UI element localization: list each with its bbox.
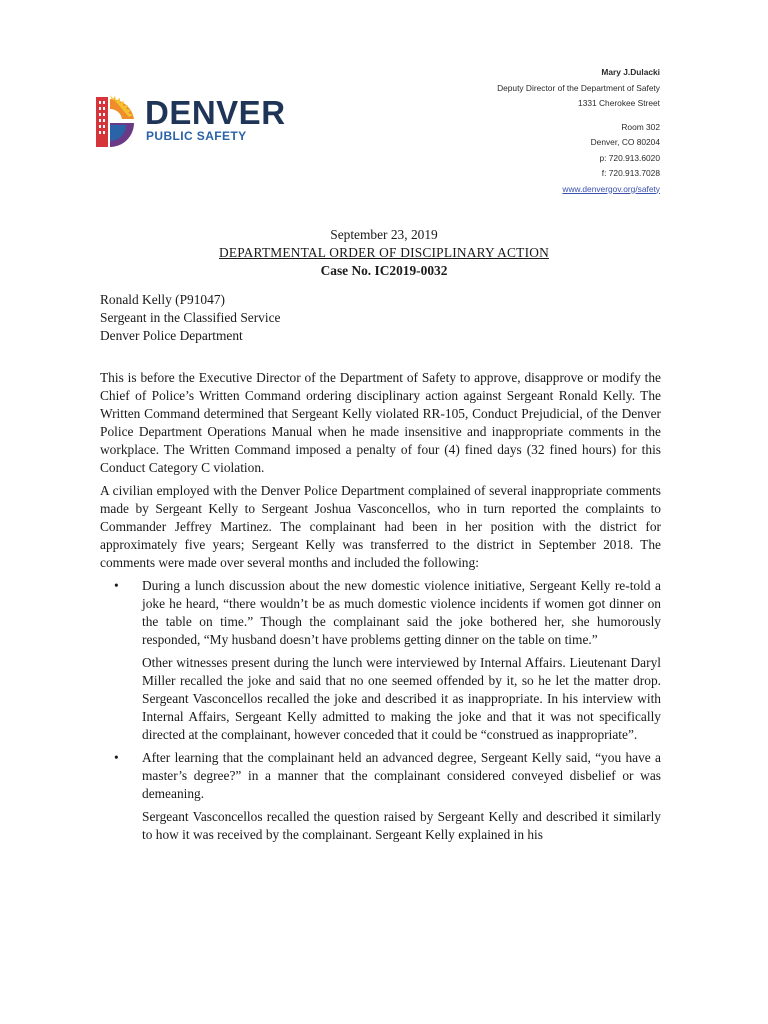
- bullet-followup: Sergeant Vasconcellos recalled the question raised by Sergeant Kelly and described it similarly to how it was received by the complainant. Sergeant Kelly explained in his: [142, 809, 661, 842]
- contact-name: Mary J.Dulacki: [601, 67, 660, 77]
- body-paragraph: This is before the Executive Director of the Department of Safety to approve, disapprove or modify the Chief of Police’s Written Command ordering disciplinary action against Sergeant Ronald Kelly. The Written Command determined that Sergeant Kelly violated RR-105, Conduct Prejudicial, of the Denver Police Department Operations Manual when he made insensitive and inappropriate comments in the workplace. The Written Command imposed a penalty of four (4) fined days (32 fined hours) for this Conduct Category C violation.: [100, 370, 661, 475]
- logo-name: DENVER: [145, 94, 286, 131]
- list-item: [100, 749, 661, 844]
- body-paragraph: A civilian employed with the Denver Police Department complained of several inappropriate comments made by Sergeant Kelly to Sergeant Joshua Vasconcellos, who in turn reported the complaints to Commander Jeffrey Martinez. The complainant had been in her position with the district for approximately five years; Sergeant Kelly was transferred to the district in September 2018. The comments were made over several months and included the following:: [100, 483, 661, 570]
- list-item: [100, 577, 661, 744]
- bullet-icon: •: [114, 750, 119, 765]
- addressee-rank: Sergeant in the Classified Service: [100, 310, 281, 325]
- logo-subtitle: PUBLIC SAFETY: [146, 129, 247, 143]
- contact-title: Deputy Director of the Department of Safety: [497, 82, 660, 93]
- bullet-followup: Other witnesses present during the lunch were interviewed by Internal Affairs. Lieutenant Daryl Miller recalled the joke and said that no one seemed offended by it, so he let the matter drop. Sergeant Vasconcellos recalled the joke and described it as inappropriate. In his interview with Internal Affairs, Sergeant Kelly admitted to making the joke and that it was not specifically directed at the complainant, however conceded that it could be “construed as inappropriate”.: [142, 655, 661, 742]
- bullet-icon: •: [114, 578, 119, 593]
- denver-public-safety-logo: [96, 95, 296, 151]
- document-header: [0, 226, 768, 280]
- document-title: DEPARTMENTAL ORDER OF DISCIPLINARY ACTION: [219, 245, 549, 260]
- denver-logo-mark-icon: [96, 95, 142, 149]
- contact-fax: f: 720.913.7028: [601, 168, 660, 178]
- contact-website-link[interactable]: www.denvergov.org/safety: [562, 183, 660, 194]
- document-body: [100, 369, 661, 849]
- case-number: Case No. IC2019-0032: [320, 263, 448, 278]
- addressee-name: Ronald Kelly (P91047): [100, 292, 225, 307]
- bullet-text: After learning that the complainant held an advanced degree, Sergeant Kelly said, “you have a master’s degree?” in a manner that the complainant considered conveyed disbelief or was demeaning.: [142, 750, 661, 801]
- addressee-department: Denver Police Department: [100, 328, 243, 343]
- contact-gap: [400, 112, 660, 120]
- contact-city: Denver, CO 80204: [590, 137, 660, 147]
- bullet-list: [100, 577, 661, 844]
- contact-phone: p: 720.913.6020: [599, 152, 660, 163]
- addressee-block: [100, 291, 280, 345]
- document-date: September 23, 2019: [330, 227, 438, 242]
- contact-street: 1331 Cherokee Street: [578, 98, 660, 108]
- bullet-text: During a lunch discussion about the new domestic violence initiative, Sergeant Kelly re-told a joke he heard, “there wouldn’t be as much domestic violence incidents if women got dinner on the table on time.” Though the complainant said the joke bothered her, she humorously responded, “My husband doesn’t have problems getting dinner on the table on time.”: [142, 578, 661, 647]
- contact-block: [400, 65, 660, 197]
- contact-room: Room 302: [621, 121, 660, 132]
